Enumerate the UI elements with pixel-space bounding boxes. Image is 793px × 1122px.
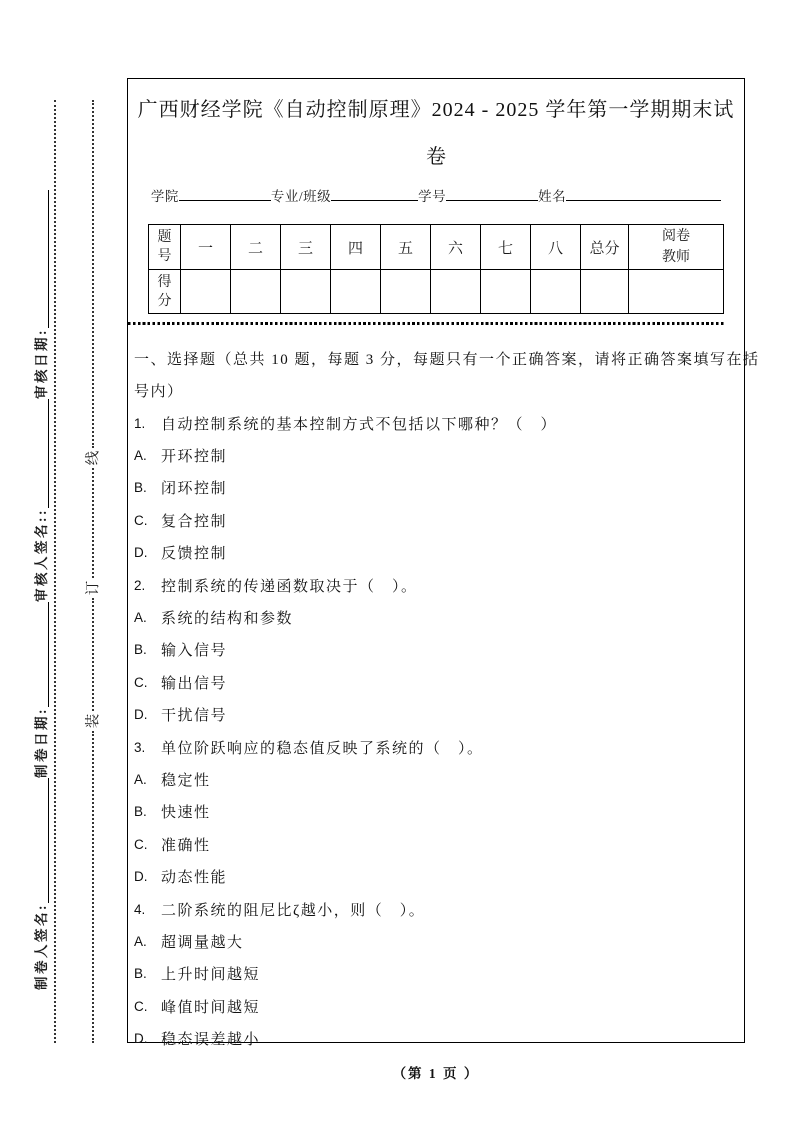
score-table-header-row bbox=[149, 225, 724, 270]
maker-signature-label: 制卷人签名: bbox=[34, 903, 49, 990]
question-3-option-b: B. 快速性 bbox=[134, 804, 211, 822]
exam-title bbox=[128, 87, 744, 181]
question-4-option-b: B. 上升时间越短 bbox=[134, 966, 261, 984]
score-cell bbox=[481, 270, 531, 314]
maker-date-label: 制卷日期: bbox=[34, 707, 49, 778]
college-label: 学院 bbox=[150, 189, 179, 204]
binding-mark-xian: 线 bbox=[85, 450, 101, 466]
question-1-option-d: D. 反馈控制 bbox=[134, 545, 228, 563]
question-4: 4. 二阶系统的阻尼比ζ越小，则（ ）。 bbox=[134, 901, 426, 919]
margin-signature-column bbox=[27, 155, 53, 990]
col-3: 三 bbox=[281, 225, 331, 270]
student-id-label: 学号 bbox=[418, 189, 447, 204]
reviewer-signature-blank-line bbox=[46, 399, 49, 508]
score-cell bbox=[281, 270, 331, 314]
col-5: 五 bbox=[381, 225, 431, 270]
question-1: 1. 自动控制系统的基本控制方式不包括以下哪种？（ ） bbox=[134, 415, 558, 433]
question-3-option-d: D. 动态性能 bbox=[134, 869, 228, 887]
name-label: 姓名 bbox=[538, 189, 567, 204]
question-3-option-a: A. 稳定性 bbox=[134, 771, 211, 789]
col-total: 总分 bbox=[581, 225, 629, 270]
score-cell bbox=[581, 270, 629, 314]
question-1-option-b: B. 闭环控制 bbox=[134, 480, 228, 498]
reviewer-signature-label: 审核人签名:: bbox=[34, 508, 49, 602]
binding-dotted-line-left bbox=[54, 100, 56, 1043]
question-3: 3. 单位阶跃响应的稳态值反映了系统的（ ）。 bbox=[134, 739, 484, 757]
exam-sheet bbox=[127, 78, 760, 1049]
score-cell bbox=[381, 270, 431, 314]
question-4-option-a: A. 超调量越大 bbox=[134, 933, 244, 951]
college-blank-field bbox=[179, 198, 271, 201]
questions-section bbox=[128, 325, 760, 1055]
score-cell bbox=[629, 270, 724, 314]
binding-dotted-line-right bbox=[84, 100, 102, 1043]
dotted-segment bbox=[92, 100, 94, 448]
section-heading-line2: 号内） bbox=[134, 384, 184, 401]
review-date-label: 审核日期: bbox=[34, 328, 49, 399]
binding-mark-ding: 订 bbox=[85, 580, 101, 596]
name-blank-field bbox=[566, 198, 721, 201]
question-4-option-c: C. 峰值时间越短 bbox=[134, 998, 261, 1016]
question-2: 2. 控制系统的传递函数取决于（ ）。 bbox=[134, 577, 418, 595]
col-grader: 阅卷教师 bbox=[629, 225, 724, 270]
question-1-option-c: C. 复合控制 bbox=[134, 512, 228, 530]
binding-mark-zhuang: 装 bbox=[85, 713, 101, 729]
section-heading-line1: 一、选择题（总共 10 题，每题 3 分，每题只有一个正确答案，请将正确答案填写在括 bbox=[134, 351, 760, 368]
review-date-blank-line bbox=[46, 190, 49, 328]
question-number-header: 题号 bbox=[149, 225, 181, 270]
question-2-option-a: A. 系统的结构和参数 bbox=[134, 610, 294, 627]
score-cell bbox=[331, 270, 381, 314]
question-1-option-a: A. 开环控制 bbox=[134, 448, 228, 466]
maker-date-blank-line bbox=[46, 602, 49, 707]
score-cell bbox=[431, 270, 481, 314]
score-table-score-row bbox=[149, 270, 724, 314]
col-2: 二 bbox=[231, 225, 281, 270]
col-7: 七 bbox=[481, 225, 531, 270]
score-header: 得分 bbox=[149, 270, 181, 314]
question-2-option-b: B. 输入信号 bbox=[134, 642, 228, 660]
major-class-label: 专业/班级 bbox=[270, 189, 332, 204]
score-cell bbox=[181, 270, 231, 314]
dotted-segment bbox=[92, 598, 94, 711]
question-4-option-d: D. 稳态误差越小 bbox=[134, 1031, 261, 1049]
page-number: （第 1 页 ） bbox=[392, 1066, 480, 1081]
question-2-option-d: D. 干扰信号 bbox=[134, 707, 228, 725]
col-4: 四 bbox=[331, 225, 381, 270]
maker-signature-blank-line bbox=[46, 778, 49, 903]
major-class-blank-field bbox=[331, 198, 418, 201]
col-8: 八 bbox=[531, 225, 581, 270]
question-2-option-c: C. 输出信号 bbox=[134, 674, 228, 692]
question-3-option-c: C. 准确性 bbox=[134, 836, 211, 854]
exam-title-line2: 卷 bbox=[426, 146, 446, 168]
score-cell bbox=[231, 270, 281, 314]
score-cell bbox=[531, 270, 581, 314]
exam-title-line1: 广西财经学院《自动控制原理》2024 - 2025 学年第一学期期末试 bbox=[137, 99, 735, 121]
col-1: 一 bbox=[181, 225, 231, 270]
dotted-segment bbox=[92, 731, 94, 1043]
dotted-segment bbox=[92, 468, 94, 578]
score-table bbox=[148, 224, 724, 314]
student-id-blank-field bbox=[446, 198, 538, 201]
student-info-row bbox=[128, 185, 744, 205]
col-6: 六 bbox=[431, 225, 481, 270]
